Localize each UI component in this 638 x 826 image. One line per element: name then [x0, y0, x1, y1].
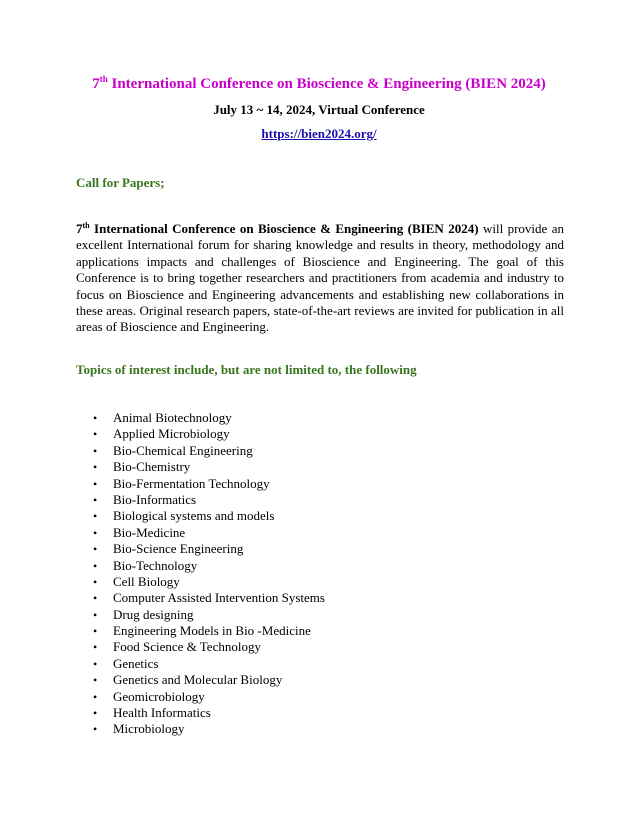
intro-name-text: International Conference on Bioscience & Engineering (BIEN 2024) [89, 221, 479, 236]
bullet-icon: • [93, 476, 98, 491]
bullet-icon: • [93, 558, 98, 573]
bullet-icon: • [93, 624, 98, 639]
title-ordinal-suffix: th [99, 74, 108, 84]
bullet-icon: • [93, 722, 98, 737]
title-ordinal: 7 [92, 76, 100, 92]
bullet-icon: • [93, 607, 98, 622]
topic-label: Biological systems and models [113, 508, 275, 524]
topic-label: Bio-Chemical Engineering [113, 442, 253, 458]
intro-conference-name [76, 221, 479, 236]
bullet-icon: • [93, 411, 98, 425]
title-text: International Conference on Bioscience & Engineering (BIEN 2024) [107, 76, 546, 92]
topic-label: Engineering Models in Bio -Medicine [113, 623, 311, 639]
bullet-icon: • [93, 509, 98, 524]
topic-label: Genetics and Molecular Biology [113, 672, 283, 688]
bullet-icon: • [93, 460, 98, 475]
topic-label: Bio-Science Engineering [113, 541, 244, 557]
bullet-icon: • [93, 427, 98, 442]
topic-label: Bio-Medicine [113, 524, 186, 540]
intro-paragraph [76, 221, 564, 336]
conference-date-line: July 13 ~ 14, 2024, Virtual Conference [213, 102, 425, 117]
topic-label: Microbiology [113, 721, 185, 737]
bullet-icon: • [93, 689, 98, 704]
call-for-papers-heading: Call for Papers; [76, 175, 165, 190]
topic-label: Bio-Fermentation Technology [113, 475, 270, 491]
topic-label: Bio-Technology [113, 557, 198, 573]
bullet-icon: • [93, 542, 98, 557]
bullet-icon: • [93, 640, 98, 655]
topic-label: Computer Assisted Intervention Systems [113, 590, 325, 606]
bullet-icon: • [93, 443, 98, 458]
topic-label: Bio-Chemistry [113, 459, 191, 475]
topic-label: Geomicrobiology [113, 688, 205, 704]
conference-title [0, 74, 638, 94]
topic-label: Cell Biology [113, 573, 180, 589]
bullet-icon: • [93, 706, 98, 721]
conference-website-link[interactable]: https://bien2024.org/ [261, 126, 377, 141]
intro-ordinal: 7 [76, 221, 83, 236]
conference-url-line [0, 125, 638, 143]
bullet-icon: • [93, 492, 98, 507]
topic-label: Food Science & Technology [113, 639, 261, 655]
topic-label: Animal Biotechnology [113, 410, 232, 425]
topic-label: Drug designing [113, 606, 194, 622]
topic-label: Health Informatics [113, 705, 211, 721]
intro-body-text: will provide an excellent International forum for sharing knowledge and results in theory, methodology and applications impacts and challenges of Bioscience and Engineering. The goal of this Conference is to bring together researchers and practitioners from academia and industry to focus on Bioscience and Engineering advancements and establishing new collaborations in these areas. Original research papers, state-of-the-art reviews are invited for publication in all areas of Bioscience and Engineering. [76, 221, 564, 335]
bullet-icon: • [93, 656, 98, 671]
topic-label: Bio-Informatics [113, 491, 197, 507]
bullet-icon: • [93, 525, 98, 540]
topic-label: Applied Microbiology [113, 426, 230, 442]
bullet-icon: • [93, 574, 98, 589]
topics-heading: Topics of interest include, but are not limited to, the following [76, 362, 417, 377]
bullet-icon: • [93, 673, 98, 688]
topic-label: Genetics [113, 655, 159, 671]
intro-ordinal-suffix: th [82, 221, 90, 230]
bullet-icon: • [93, 591, 98, 606]
